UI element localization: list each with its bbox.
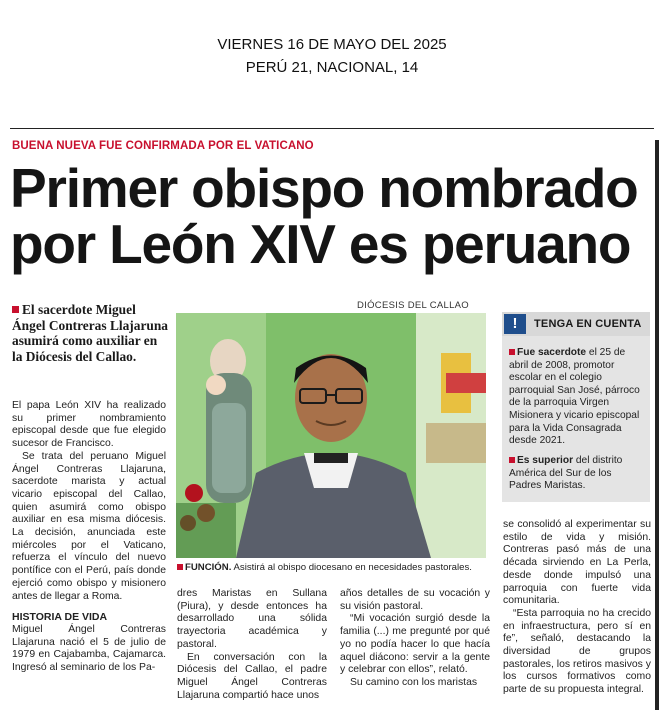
column-3 <box>340 588 490 690</box>
info-box-title: TENGA EN CUENTA <box>534 318 642 330</box>
bullet-square-icon <box>177 564 183 570</box>
paragraph: En conversación con la Diócesis del Callao, el padre Miguel Ángel Contreras Llajaruna compartió hace unos <box>177 651 327 701</box>
kicker: BUENA NUEVA FUE CONFIRMADA POR EL VATICANO <box>12 140 314 152</box>
photo-caption: FUNCIÓN. Asistirá al obispo diocesano en necesidades pastorales. <box>177 562 497 573</box>
bullet-square-icon <box>12 306 19 313</box>
paragraph: dres Maristas en Sullana (Piura), y desde entonces ha desarrollado una sólida trayectoria académica y pastoral. <box>177 588 327 650</box>
paragraph: años detalles de su vocación y su visión pastoral. <box>340 588 490 612</box>
headline-line-1: Primer obispo nombrado <box>10 157 638 219</box>
exclamation-icon: ! <box>504 314 526 334</box>
photo-credit: DIÓCESIS DEL CALLAO <box>357 300 469 311</box>
paragraph: “Esta parroquia no ha crecido en infraestructura, pero sí en fe”, señaló, destacando la diversidad de grupos pastorales, los retiros masivos y los cursos formativos como parte de su propuesta integral. <box>503 607 651 696</box>
paragraph: Su camino con los maristas <box>350 676 478 688</box>
column-4 <box>503 519 651 697</box>
info-item: Fue sacerdote el 25 de abril de 2008, promotor escolar en el colegio parroquial San José, párroco de la parroquia Virgen Misionera y vicario episcopal para la Vida Consagrada desde 2021. <box>509 347 640 447</box>
paragraph: “Mi vocación surgió desde la familia (...) me pregunté por qué yo no podía hacer lo que hacía aquel diácono: servir a la gente y celebrar con ellos”, relató. <box>340 613 490 676</box>
bullet-square-icon <box>509 349 515 355</box>
headline-line-2: por León XIV es peruano <box>10 213 631 275</box>
paragraph: se consolidó al experimentar su estilo de vida y misión. Contreras pasó más de una década sirviendo en La Perla, desde donde impulsó una parroquia con fuerte vida comunitaria. <box>503 519 651 607</box>
subhead: HISTORIA DE VIDA <box>12 611 108 624</box>
paragraph: El papa León XIV ha realizado su primer nombramiento episcopal desde que fue elegido sucesor de Francisco. <box>12 400 166 450</box>
lead: El sacerdote Miguel Ángel Contreras Llajaruna asumirá como auxiliar en la Diócesis del Callao. <box>12 302 168 364</box>
paragraph: Miguel Ángel Contreras Llajaruna nació el 5 de julio de 1979 en Cajabamba, Cajamarca. Ingresó al seminario de los Pa- <box>12 623 166 674</box>
info-item: Es superior del distrito América del Sur de los Padres Maristas. <box>509 455 623 492</box>
date-line: VIERNES 16 DE MAYO DEL 2025 <box>217 36 447 53</box>
bullet-square-icon <box>509 457 515 463</box>
source-line: PERÚ 21, NACIONAL, 14 <box>245 59 419 76</box>
column-1 <box>12 400 166 675</box>
top-divider <box>10 128 654 129</box>
priest-photo <box>176 313 486 558</box>
headline <box>10 157 660 275</box>
paragraph: Se trata del peruano Miguel Ángel Contreras Llajaruna, sacerdote marista y actual vicario episcopal del Callao, quien asumirá como obispo auxiliar en esa misma diócesis. La decisión, anunciada este miércoles por el Vaticano, refuerza el vínculo del nuevo pontífice con el Perú, país donde ejerció como obispo y misionero antes de llegar a Roma. <box>12 450 166 602</box>
column-2 <box>177 588 327 702</box>
